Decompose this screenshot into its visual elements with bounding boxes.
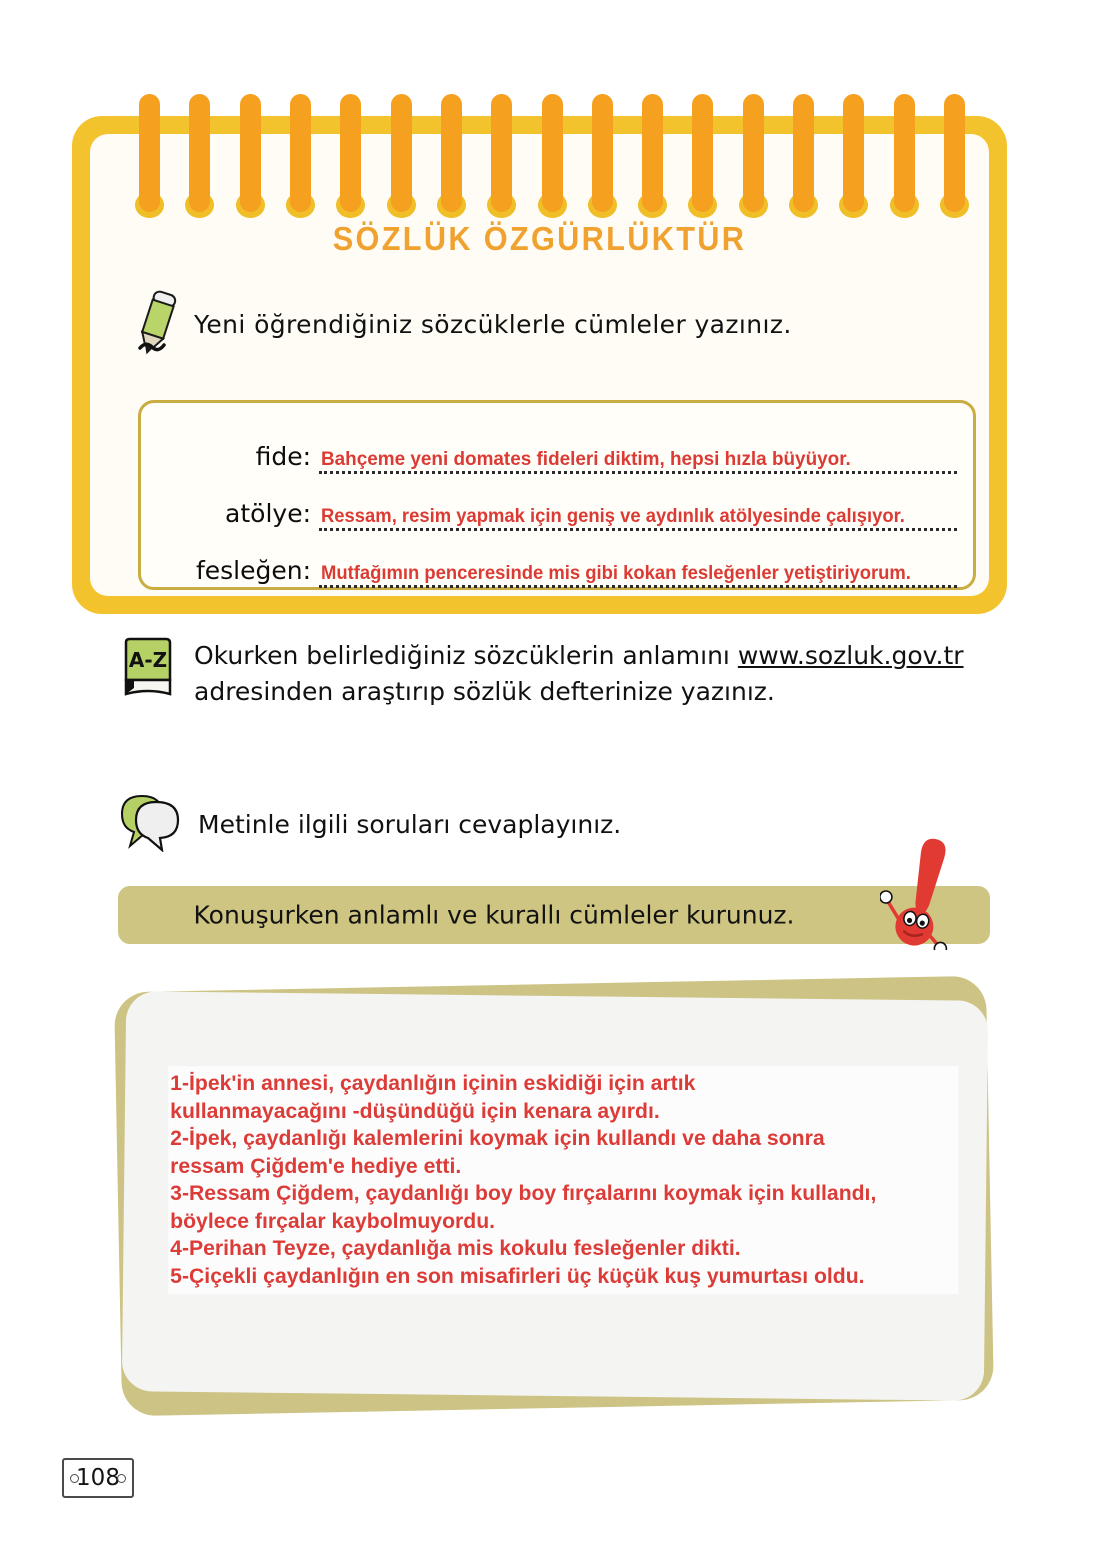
answers-card bbox=[108, 978, 998, 1418]
word-answer-feslegen: Mutfağımın penceresinde mis gibi kokan fesleğenler yetiştiriyorum. bbox=[321, 563, 911, 584]
word-answer-fide: Bahçeme yeni domates fideleri diktim, hepsi hızla büyüyor. bbox=[321, 448, 851, 470]
questions-instruction-section bbox=[118, 792, 621, 857]
vocabulary-answer-box bbox=[138, 400, 976, 590]
word-answer-line-atolye[interactable] bbox=[319, 491, 957, 531]
az-book-icon bbox=[118, 636, 176, 703]
answers-text-block bbox=[168, 1066, 958, 1294]
word-row bbox=[157, 531, 957, 588]
answer-line: 3-Ressam Çiğdem, çaydanlığı boy boy fırçalarını koymak için kullandı, bbox=[170, 1181, 877, 1206]
word-answer-line-fide[interactable] bbox=[319, 434, 957, 474]
dictionary-instruction-line2: adresinden araştırıp sözlük defterinize yazınız. bbox=[194, 677, 775, 707]
answer-line: böylece fırçalar kaybolmuyordu. bbox=[170, 1208, 496, 1233]
exclamation-mark-character-icon bbox=[880, 832, 970, 950]
notebook-page bbox=[90, 134, 989, 596]
speech-bubbles-icon bbox=[118, 792, 184, 857]
svg-text:A-Z: A-Z bbox=[128, 648, 168, 672]
dictionary-instruction-section bbox=[118, 636, 1018, 711]
answers-card-surface[interactable] bbox=[122, 991, 988, 1401]
writing-prompt-text: Yeni öğrendiğiniz sözcüklerle cümleler yazınız. bbox=[194, 310, 792, 339]
speaking-tip-text: Konuşurken anlamlı ve kurallı cümleler kurunuz. bbox=[193, 900, 795, 930]
answer-line: ressam Çiğdem'e hediye etti. bbox=[170, 1153, 462, 1178]
answer-line: 5-Çiçekli çaydanlığın en son misafirleri üç küçük kuş yumurtası oldu. bbox=[170, 1263, 865, 1288]
answer-line: 4-Perihan Teyze, çaydanlığa mis kokulu fesleğenler dikti. bbox=[170, 1236, 741, 1261]
speaking-tip-banner bbox=[118, 886, 990, 944]
page-title: SÖZLÜK ÖZGÜRLÜKTÜR bbox=[332, 220, 747, 257]
sozluk-gov-tr-link[interactable]: www.sozluk.gov.tr bbox=[737, 641, 964, 670]
sozluk-notebook-card bbox=[72, 94, 1007, 614]
dictionary-instruction-prefix: Okurken belirlediğiniz sözcüklerin anlamını bbox=[194, 641, 738, 670]
writing-prompt-row bbox=[134, 286, 792, 363]
word-answer-line-feslegen[interactable] bbox=[319, 548, 957, 588]
pencil-icon bbox=[134, 286, 180, 363]
word-answer-atolye: Ressam, resim yapmak için geniş ve aydınlık atölyesinde çalışıyor. bbox=[321, 506, 905, 527]
word-row bbox=[157, 417, 957, 474]
questions-instruction-text: Metinle ilgili soruları cevaplayınız. bbox=[198, 810, 622, 839]
word-label-atolye: atölye: bbox=[225, 499, 311, 528]
word-row bbox=[157, 474, 957, 531]
dictionary-instruction-text bbox=[194, 636, 964, 711]
word-label-feslegen: fesleğen: bbox=[195, 556, 311, 585]
answer-line: 2-İpek, çaydanlığı kalemlerini koymak için kullandı ve daha sonra bbox=[170, 1126, 825, 1151]
page-number: 108 bbox=[62, 1458, 134, 1498]
notebook-frame bbox=[72, 116, 1007, 614]
word-label-fide: fide: bbox=[255, 442, 311, 471]
answer-line: kullanmayacağını -düşündüğü için kenara ayırdı. bbox=[170, 1098, 660, 1123]
answer-line: 1-İpek'in annesi, çaydanlığın içinin eskidiği için artık bbox=[170, 1071, 696, 1096]
